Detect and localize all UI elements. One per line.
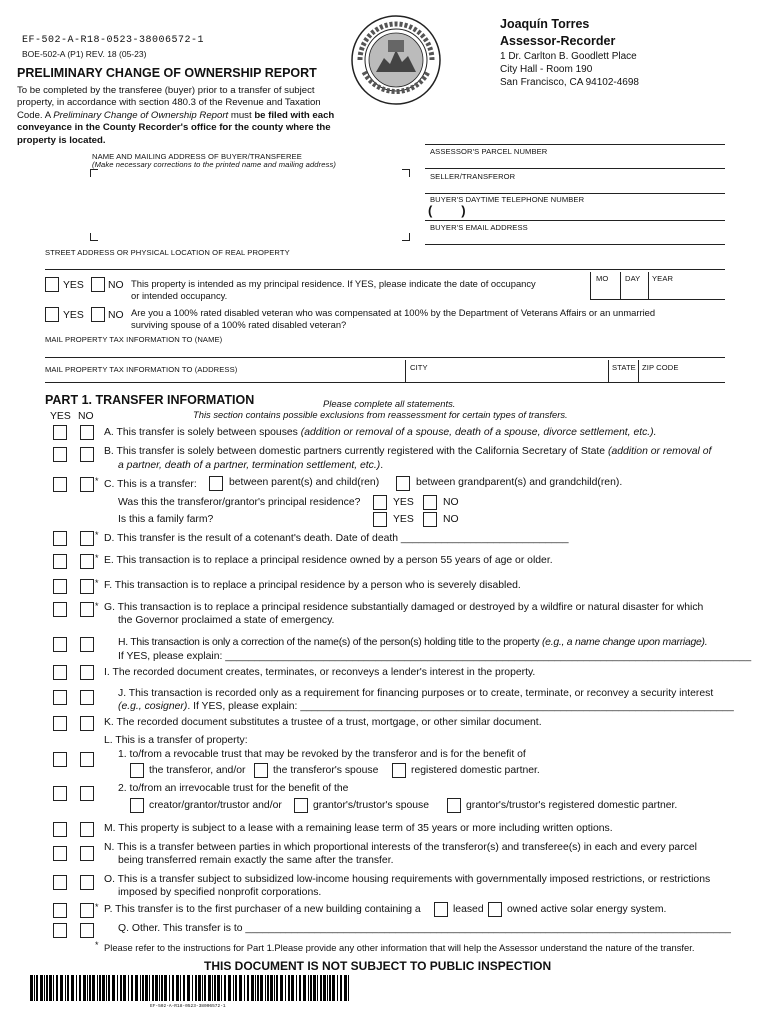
phone-field[interactable]: ( ) [428,203,466,218]
part1-c-yes-checkbox[interactable] [53,477,67,492]
part1-k-no-checkbox[interactable] [80,716,94,731]
assessor-address-line1: 1 Dr. Carlton B. Goodlett Place [500,51,637,62]
principal-yes-label: YES [63,280,84,291]
part1-l-text: L. This is a transfer of property: [104,735,248,746]
part1-d-asterisk: * [95,530,99,540]
address-corner-tr [402,169,410,177]
part1-m-text: M. This property is subject to a lease with a remaining lease term of 35 years or more including written options. [104,823,613,834]
part1-p-asterisk: * [95,902,99,912]
part1-g-no-checkbox[interactable] [80,602,94,617]
part1-p-leased-label: leased [453,904,484,915]
part1-c-grandparent-label: between grandparent(s) and grandchild(ren). [416,477,623,488]
parcel-number-label: ASSESSOR'S PARCEL NUMBER [430,147,548,156]
part1-j-explain[interactable]: (e.g., cosigner). If YES, please explain: ___________________________________________________________________________ [118,701,734,712]
phone-label: BUYER'S DAYTIME TELEPHONE NUMBER [430,195,585,204]
part1-c-farm-no-label: NO [443,514,459,525]
part1-g-text: G. This transaction is to replace a principal residence substantially damaged or destroyed by a wildfire or natural disaster for which [104,602,704,613]
part1-f-asterisk: * [95,578,99,588]
part1-e-yes-checkbox[interactable] [53,554,67,569]
part1-p-text: P. This transfer is to the first purchaser of a new building containing a [104,904,421,915]
part1-c-grandparent-checkbox[interactable] [396,476,410,491]
part1-k-text: K. The recorded document substitutes a trustee of a trust, mortgage, or other similar document. [104,717,542,728]
part1-c-farm-no-checkbox[interactable] [423,512,437,527]
part1-b-text-line2: a partner, death of a partner, termination settlement, etc.). [118,460,384,471]
part1-h-yes-checkbox[interactable] [53,637,67,652]
part1-b-no-checkbox[interactable] [80,447,94,462]
part1-l1-partner-checkbox[interactable] [392,763,406,778]
street-address-label: STREET ADDRESS OR PHYSICAL LOCATION OF REAL PROPERTY [45,248,290,257]
part1-o-yes-checkbox[interactable] [53,875,67,890]
part1-m-yes-checkbox[interactable] [53,822,67,837]
form-number: BOE-502-A (P1) REV. 18 (05-23) [22,49,147,59]
part1-a-text: A. This transfer is solely between spouses (addition or removal of a spouse, death of a spouse, divorce settlement, etc.). [104,427,657,438]
mail-address-label: MAIL PROPERTY TAX INFORMATION TO (ADDRESS) [45,365,238,374]
part1-c-principal-yes-label: YES [393,497,414,508]
assessor-title: Assessor-Recorder [500,34,616,48]
address-corner-bl [90,233,98,241]
part1-d-yes-checkbox[interactable] [53,531,67,546]
part1-b-text: B. This transfer is solely between domestic partners currently registered with the California Secretary of State (addition or removal of [104,446,712,457]
part1-p-owned-label: owned active solar energy system. [507,904,667,915]
state-label: STATE [612,363,636,372]
part1-o-text: O. This is a transfer subject to subsidized low-income housing requirements with governmentally imposed restrictions, or restrictions [104,874,711,885]
part1-e-no-checkbox[interactable] [80,554,94,569]
part1-p-owned-checkbox[interactable] [488,902,502,917]
veteran-yes-label: YES [63,310,84,321]
footnote-asterisk: * [95,940,99,950]
buyer-address-label: NAME AND MAILING ADDRESS OF BUYER/TRANSFEREE [92,152,302,161]
part1-l1-partner-label: registered domestic partner. [411,765,540,776]
seller-field[interactable] [430,181,725,193]
part1-p-no-checkbox[interactable] [80,903,94,918]
part1-l2-creator-label: creator/grantor/trustor and/or [149,800,282,811]
part1-j-text: J. This transaction is recorded only as a requirement for financing purposes or to create, terminate, or reconvey a security interest [118,688,714,699]
part1-note: Please complete all statements. [323,398,456,409]
part1-c-parent-child-label: between parent(s) and child(ren) [229,477,380,488]
email-field[interactable] [430,232,725,244]
part1-a-yes-checkbox[interactable] [53,425,67,440]
part1-l1-yes-checkbox[interactable] [53,752,67,767]
part1-n-yes-checkbox[interactable] [53,846,67,861]
mail-address-field[interactable] [45,372,403,382]
part1-c-principal-no-label: NO [443,497,459,508]
part1-l2-partner-label: grantor's/trustor's registered domestic partner. [466,800,678,811]
part1-i-no-checkbox[interactable] [80,665,94,680]
street-address-field[interactable] [45,257,725,269]
part1-l1-spouse-label: the transferor's spouse [273,765,379,776]
part1-c-principal-no-checkbox[interactable] [423,495,437,510]
barcode [30,975,352,1003]
veteran-question-line2: surviving spouse of a 100% rated disabled veteran? [131,319,347,330]
part1-l2-yes-checkbox[interactable] [53,786,67,801]
form-code: EF-502-A-R18-0523-38006572-1 [22,35,205,46]
principal-no-label: NO [108,280,124,291]
part1-no-header: NO [78,411,94,422]
part1-g-yes-checkbox[interactable] [53,602,67,617]
part1-h-explain[interactable]: If YES, please explain: ___________________________________________________________________________________________ [118,651,752,662]
part1-m-no-checkbox[interactable] [80,822,94,837]
part1-c-farm-question: Is this a family farm? [118,514,214,525]
part1-e-text: E. This transaction is to replace a principal residence owned by a person 55 years of age or older. [104,555,553,566]
part1-yes-header: YES [50,411,71,422]
seller-label: SELLER/TRANSFEROR [430,172,516,181]
part1-c-asterisk: * [95,476,99,486]
part1-k-yes-checkbox[interactable] [53,716,67,731]
part1-l2-no-checkbox[interactable] [80,786,94,801]
part1-c-principal-yes-checkbox[interactable] [373,495,387,510]
email-label: BUYER'S EMAIL ADDRESS [430,223,528,232]
part1-n-text-line2: being transferred remain exactly the same after the transfer. [118,855,394,866]
part1-c-parent-child-checkbox[interactable] [209,476,223,491]
veteran-yes-checkbox[interactable] [45,307,59,322]
zip-label: ZIP CODE [642,363,679,372]
part1-l2-spouse-checkbox[interactable] [294,798,308,813]
part1-j-no-checkbox[interactable] [80,690,94,705]
principal-question-line2: or intended occupancy. [131,290,228,301]
part1-c-no-checkbox[interactable] [80,477,94,492]
principal-yes-checkbox[interactable] [45,277,59,292]
veteran-question-line1: Are you a 100% rated disabled veteran who was compensated at 100% by the Department of Veterans Affairs or an unmarried [131,307,656,318]
part1-c-farm-yes-checkbox[interactable] [373,512,387,527]
buyer-address-field[interactable] [92,172,400,234]
part1-description: This section contains possible exclusions from reassessment for certain types of transfers. [193,409,568,420]
day-label: DAY [625,274,641,283]
veteran-no-label: NO [108,310,124,321]
assessor-address-line3: San Francisco, CA 94102-4698 [500,77,639,88]
part1-c-farm-yes-label: YES [393,514,414,525]
part1-q-yes-checkbox[interactable] [53,923,67,938]
part1-a-no-checkbox[interactable] [80,425,94,440]
part1-j-yes-checkbox[interactable] [53,690,67,705]
part1-l2-creator-checkbox[interactable] [130,798,144,813]
part1-n-no-checkbox[interactable] [80,846,94,861]
part1-l1-no-checkbox[interactable] [80,752,94,767]
part1-g-asterisk: * [95,601,99,611]
part1-h-text: H. This transaction is only a correction of the name(s) of the person(s) holding title to the property (e.g., a name change upon marriage). [118,637,708,648]
principal-no-checkbox[interactable] [91,277,105,292]
assessor-address-line2: City Hall - Room 190 [500,64,593,75]
part1-f-text: F. This transaction is to replace a principal residence by a person who is severely disabled. [104,580,521,591]
part1-l2-spouse-label: grantor's/trustor's spouse [313,800,430,811]
city-label: CITY [410,363,428,372]
part1-f-no-checkbox[interactable] [80,579,94,594]
part1-o-no-checkbox[interactable] [80,875,94,890]
part1-p-leased-checkbox[interactable] [434,902,448,917]
part1-g-text-line2: the Governor proclaimed a state of emergency. [118,615,335,626]
part1-i-text: I. The recorded document creates, terminates, or reconveys a lender's interest in the property. [104,667,536,678]
part1-c-principal-question: Was this the transferor/grantor's principal residence? [118,497,361,508]
part1-d-text: D. This transfer is the result of a cotenant's death. Date of death _____________________________ [104,533,569,544]
part1-n-text: N. This is a transfer between parties in which proportional interests of the transferor(s) and transferee(s) in each and every parcel [104,842,697,853]
principal-question-line1: This property is intended as my principal residence. If YES, please indicate the date of occupancy [131,278,536,289]
part1-q-no-checkbox[interactable] [80,923,94,938]
public-inspection-notice: THIS DOCUMENT IS NOT SUBJECT TO PUBLIC INSPECTION [204,959,552,973]
mail-name-field[interactable] [45,344,725,356]
part1-i-yes-checkbox[interactable] [53,665,67,680]
mail-name-label: MAIL PROPERTY TAX INFORMATION TO (NAME) [45,335,223,344]
part1-c-text: C. This is a transfer: [104,479,197,490]
part1-o-text-line2: imposed by specified nonprofit corporations. [118,887,322,898]
month-label: MO [596,274,609,283]
part1-l1-spouse-checkbox[interactable] [254,763,268,778]
part1-f-yes-checkbox[interactable] [53,579,67,594]
part1-b-yes-checkbox[interactable] [53,447,67,462]
county-seal [350,14,442,106]
part1-l2-partner-checkbox[interactable] [447,798,461,813]
year-label: YEAR [652,274,674,283]
part1-l1-transferor-checkbox[interactable] [130,763,144,778]
page-title: PRELIMINARY CHANGE OF OWNERSHIP REPORT [17,66,317,80]
part1-title: PART 1. TRANSFER INFORMATION [45,393,255,407]
part1-l1-transferor-label: the transferor, and/or [149,765,246,776]
intro-paragraph: To be completed by the transferee (buyer) prior to a transfer of subject property, in accordance with section 480.3 of the Revenue and Taxation Code. A Preliminary Change of Ownership Report must be filed with each conveyance in the County Recorder's office for the county where the property is located. [17,85,335,146]
part1-l1-text: 1. to/from a revocable trust that may be revoked by the transferor and is for the benefit of [118,749,526,760]
parcel-number-field[interactable] [430,156,725,168]
veteran-no-checkbox[interactable] [91,307,105,322]
part1-q-text[interactable]: Q. Other. This transfer is to ____________________________________________________________________________________ [118,923,731,934]
address-corner-br [402,233,410,241]
part1-d-no-checkbox[interactable] [80,531,94,546]
part1-footnote: Please refer to the instructions for Part 1.Please provide any other information that will help the Assessor understand the nature of the transfer. [104,942,695,953]
part1-p-yes-checkbox[interactable] [53,903,67,918]
part1-e-asterisk: * [95,553,99,563]
buyer-address-hint: (Make necessary corrections to the printed name and mailing address) [92,160,337,169]
part1-l2-text: 2. to/from an irrevocable trust for the benefit of the [118,783,349,794]
part1-h-no-checkbox[interactable] [80,637,94,652]
assessor-name: Joaquín Torres [500,17,590,31]
barcode-caption: EF-502-A-R18-0523-38006572-1 [150,1004,226,1009]
